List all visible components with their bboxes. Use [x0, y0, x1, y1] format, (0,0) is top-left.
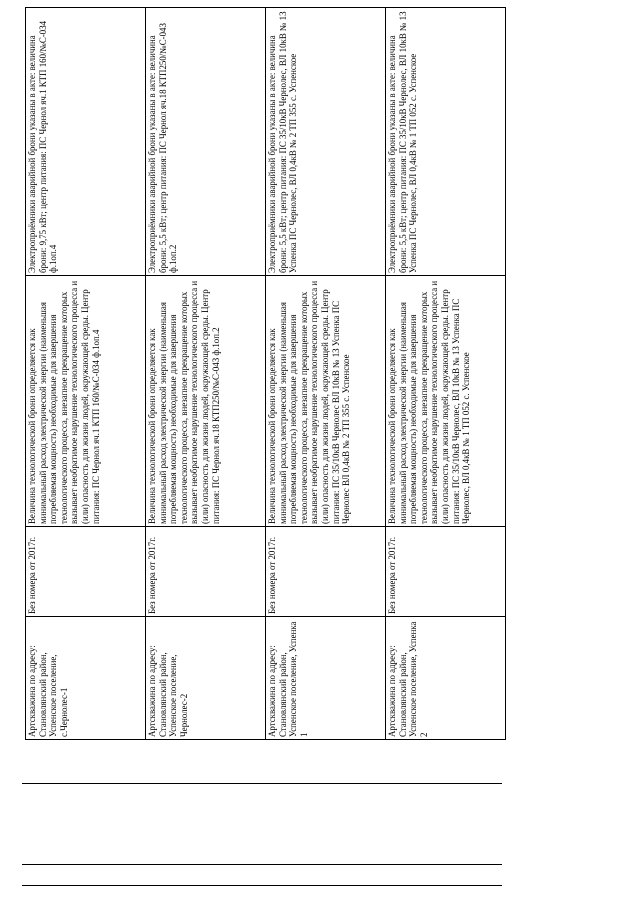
act-cell: Электроприёмники аварийной брони указаны в акте: величина брони: 5,5 кВт; центр питания: ПС 35/10кВ Чернолес, ВЛ 10кВ № 13 Успенка ПС Чернолес, ВЛ 0,4кВ № 2 ТП 355 с. Успенское	[266, 8, 386, 276]
act-cell: Электроприёмники аварийной брони указаны в акте: величина брони: 5,5 кВт; центр питания: ПС 35/10кВ Чернолес, ВЛ 10кВ № 13 Успенка ПС Чернолес, ВЛ 0,4кВ № 1 ТП 052 с. Успенское	[386, 8, 506, 276]
number-cell: Без номера от 2017г.	[266, 527, 386, 617]
description-cell: Величина технологической брони определяется как минимальный расход электрической энергии (наименьшая потребляемая мощность) необходимые для завершения технологического процесса, внезапное прекращение которых вызывает необратимое нарушение технологического процесса и (или) опасность для жизни людей, окружающей среды. Центр питания: ПС 35/10кВ Чернолес ВЛ 10кВ № 13 Успенка ПС Чернолес ВЛ 0,4кВ № 2 ТП 355 с. Успенское	[266, 276, 386, 527]
description-cell: Величина технологической брони определяется как минимальный расход электрической энергии (наименьшая потребляемая мощность) необходимые для завершения технологического процесса, внезапное прекращение которых вызывает необратимое нарушение технологического процесса и (или) опасность для жизни людей, окружающей среды. Центр питания: ПС 35/10кВ Чернолес, ВЛ 10кВ № 13 Успенка ПС Чернолес, ВЛ 0,4кВ № 1 ТП 052 с. Успенское	[386, 276, 506, 527]
table-row	[26, 8, 146, 740]
signature-line	[22, 783, 502, 784]
number-cell: Без номера от 2017г.	[146, 527, 266, 617]
number-cell: Без номера от 2017г.	[386, 527, 506, 617]
address-cell: Артскважина по адресу: Становлянский район, Успенское поселение, с.Чернолес-1	[26, 617, 146, 740]
description-cell: Величина технологической брони определяется как минимальный расход электрической энергии (наименьшая потребляемая мощность) необходимые для завершения технологического процесса, внезапное прекращение которых вызывает необратимое нарушение технологического процесса и (или) опасность для жизни людей, окружающей среды. Центр питания: ПС Чернол яч.18 КТП250/№С-043 ф.1оп.2	[146, 276, 266, 527]
address-cell: Артскважина по адресу: Становлянский район, Успенское поселение, Успенка 2	[386, 617, 506, 740]
reservation-table	[25, 7, 506, 740]
description-cell: Величина технологической брони определяется как минимальный расход электрической энергии (наименьшая потребляемая мощность) необходимые для завершения технологического процесса, внезапное прекращение которых вызывает необратимое нарушение технологического процесса и (или) опасность для жизни людей, окружающей среды. Центр питания: ПС Чернол яч.1 КТП 160/№С-034 ф.1оп.4	[26, 276, 146, 527]
rotated-table-container	[25, 11, 505, 740]
address-cell: Артскважина по адресу: Становлянский район, Успенское поселение, Успенка 1	[266, 617, 386, 740]
address-cell: Артскважина по адресу: Становлянский район, Успенское поселение, Чернолес-2	[146, 617, 266, 740]
signature-line	[22, 885, 502, 886]
number-cell: Без номера от 2017г.	[26, 527, 146, 617]
table-row	[386, 8, 506, 740]
act-cell: Электроприёмники аварийной брони указаны в акте: величина брони: 9,75 кВт; центр питания: ПС Чернол яч.1 КТП 160/№С-034 ф.1оп.4	[26, 8, 146, 276]
table-row	[266, 8, 386, 740]
act-cell: Электроприёмники аварийной брони указаны в акте: величина брони: 5,5 кВт; центр питания: ПС Чернол яч.18 КТП250/№С-043 ф.1оп.2	[146, 8, 266, 276]
signature-line	[22, 864, 502, 865]
table-row	[146, 8, 266, 740]
